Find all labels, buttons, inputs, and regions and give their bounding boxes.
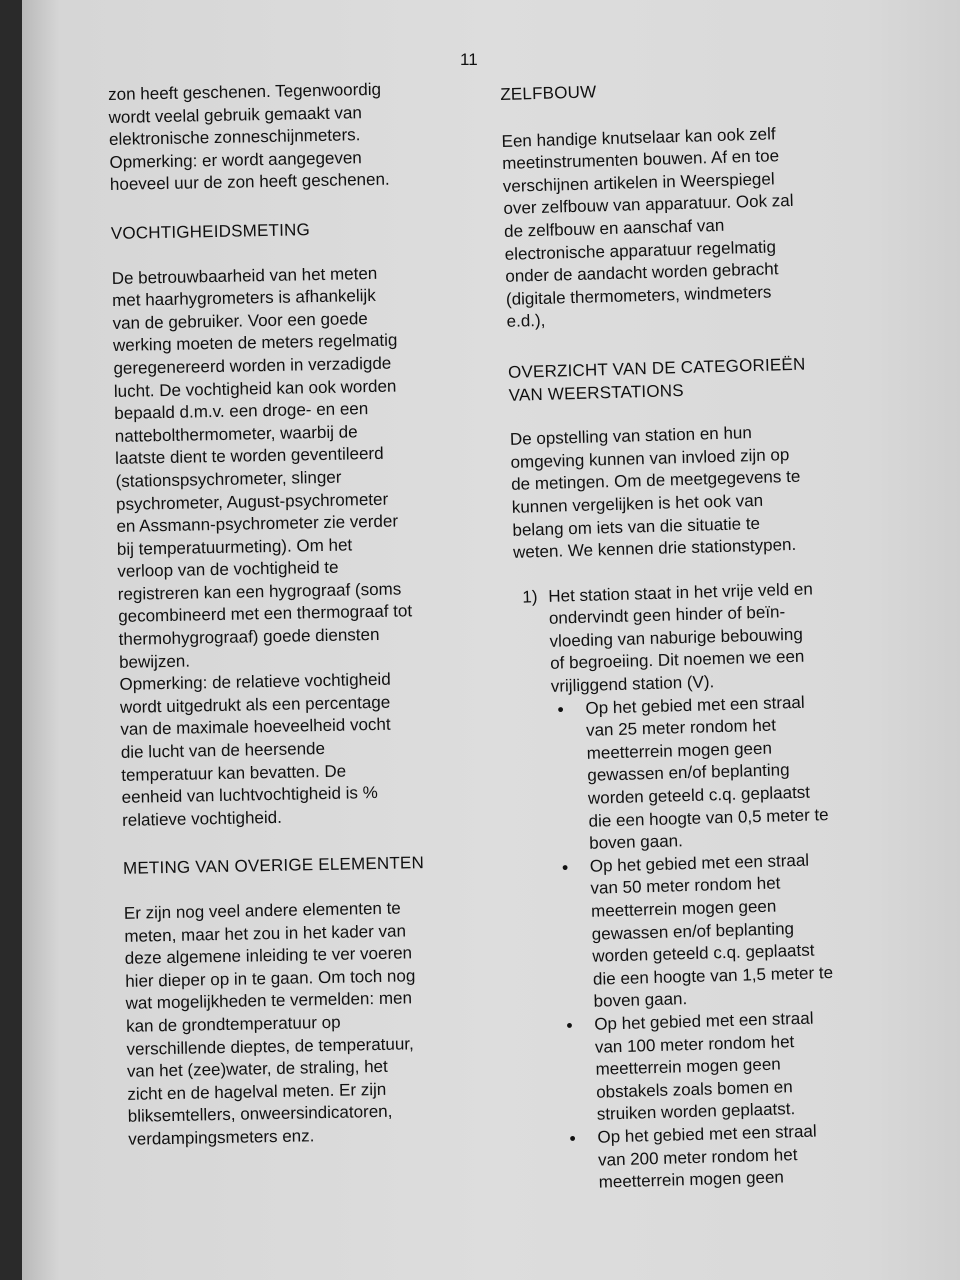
text-line: nattebolthermometer, waarbij de xyxy=(114,421,358,446)
list-item xyxy=(529,1118,911,1196)
heading-text: METING VAN OVERIGE ELEMENTEN xyxy=(122,853,425,879)
text-line: worden geteeld c.q. geplaatst xyxy=(592,940,815,966)
text-line: wordt veelal gebruik gemaakt van xyxy=(108,102,363,127)
text-line: meetterrein mogen geen xyxy=(590,896,777,921)
text-line: meetinstrumenten bouwen. Af en toe xyxy=(501,146,780,174)
text-line: de metingen. Om de meetgegevens te xyxy=(510,467,801,495)
list-item xyxy=(517,689,901,858)
text-line: Opmerking: er wordt aangegeven xyxy=(109,147,362,172)
text-line: registreren kan een hygrograaf (soms xyxy=(117,579,402,604)
text-line: over zelfbouw van apparatuur. Ook zal xyxy=(503,191,794,219)
text-line: zicht en de hagelval meten. Er zijn xyxy=(127,1079,387,1104)
text-line: gecombineerd met een thermograaf tot xyxy=(118,601,413,627)
bullet-icon: • xyxy=(561,857,569,878)
text-line: elektronische zonneschijnmeters. xyxy=(108,125,361,150)
text-line: struiken worden geplaatst. xyxy=(596,1099,796,1125)
text-line: gewassen en/of beplanting xyxy=(587,760,790,786)
text-line: Op het gebied met een straal xyxy=(594,1008,814,1034)
text-line: zon heeft geschenen. Tegenwoordig xyxy=(108,79,382,104)
text-line: kan de grondtemperatuur op xyxy=(125,1012,341,1036)
text-line: die een hoogte van 0,5 meter te xyxy=(588,804,829,831)
left-column xyxy=(108,77,489,1169)
heading-text: VAN WEERSTATIONS xyxy=(508,380,684,405)
heading-text: VOCHTIGHEIDSMETING xyxy=(110,220,311,243)
text-line: die een hoogte van 1,5 meter te xyxy=(592,962,834,989)
text-line: (stationspsychrometer, slinger xyxy=(115,467,342,491)
text-line: die lucht van de heersende xyxy=(120,738,326,762)
overige-elementen-paragraph xyxy=(124,896,489,1151)
section-heading-vochtigheidsmeting xyxy=(111,216,471,246)
text-line: laatste dient te worden geventileerd xyxy=(115,444,384,469)
text-line: geregenereerd worden in verzadigde xyxy=(113,353,392,378)
text-line: meten, maar het zou in het kader van xyxy=(124,921,407,946)
text-line: (digitale thermometers, windmeters xyxy=(505,282,772,309)
text-line: bewijzen. xyxy=(118,651,191,672)
text-line: boven gaan. xyxy=(588,831,684,854)
categorieen-paragraph xyxy=(510,418,894,564)
text-line: hier dieper op in te gaan. Om toch nog xyxy=(125,966,416,991)
text-line: Er zijn nog veel andere elementen te xyxy=(123,898,401,923)
text-line: verschijnen artikelen in Weerspiegel xyxy=(502,169,775,196)
text-line: de zelfbouw en aanschaf van xyxy=(503,215,725,241)
text-line: thermohygrograaf) goede diensten xyxy=(118,624,380,649)
text-line: van 50 meter rondom het xyxy=(590,873,781,899)
intro-paragraph xyxy=(108,77,470,197)
text-line: of begroeiing. Dit noemen we een xyxy=(549,647,805,674)
vochtigheid-paragraph xyxy=(112,261,483,833)
section-heading-overige-elementen xyxy=(123,851,483,881)
text-line: De opstelling van station en hun xyxy=(509,423,753,449)
text-line: Een handige knutselaar kan ook zelf xyxy=(501,123,776,151)
heading-text: OVERZICHT VAN DE CATEGORIEËN xyxy=(507,354,806,382)
heading-text: ZELFBOUW xyxy=(500,82,597,104)
zelfbouw-paragraph xyxy=(501,120,887,334)
text-line: omgeving kunnen van invloed zijn op xyxy=(510,444,790,472)
list-item xyxy=(526,1005,909,1129)
text-line: wat mogelijkheden te vermelden: men xyxy=(125,988,413,1014)
text-line: bij temperatuurmeting). Om het xyxy=(116,535,353,559)
bullet-icon: • xyxy=(566,1015,573,1036)
text-line: belang om iets van die situatie te xyxy=(512,513,761,540)
section-heading-categorieen xyxy=(508,351,889,407)
page-number: 11 xyxy=(460,50,478,69)
text-line: werking moeten de meters regelmatig xyxy=(112,330,398,356)
text-line: meetterrein mogen geen xyxy=(595,1054,781,1079)
bullet-list xyxy=(517,689,911,1196)
bullet-icon: • xyxy=(557,699,565,720)
text-line: obstakels zoals bomen en xyxy=(595,1076,793,1102)
text-line: onder de aandacht worden gebracht xyxy=(505,259,779,287)
text-line: van het (zee)water, de straling, het xyxy=(126,1056,388,1081)
text-line: kunnen vergelijken is het ook van xyxy=(511,490,764,517)
right-column xyxy=(500,73,911,1196)
text-line: van 25 meter rondom het xyxy=(585,715,777,741)
numbered-item-1 xyxy=(514,576,897,700)
text-line: eenheid van luchtvochtigheid is % xyxy=(121,783,378,808)
text-line: bepaald d.m.v. een droge- en een xyxy=(114,399,369,424)
text-line: temperatuur kan bevatten. De xyxy=(121,761,347,785)
text-line: van 200 meter rondom het xyxy=(597,1144,798,1170)
item-number: 1) xyxy=(522,586,538,607)
text-line: verloop van de vochtigheid te xyxy=(117,557,339,582)
text-line: relatieve vochtigheid. xyxy=(121,807,283,830)
text-line: gewassen en/of beplanting xyxy=(591,918,795,944)
text-line: lucht. De vochtigheid kan ook worden xyxy=(113,376,397,401)
text-line: hoeveel uur de zon heeft geschenen. xyxy=(109,169,390,195)
section-heading-zelfbouw xyxy=(500,73,880,106)
text-line: van de maximale hoeveelheid vocht xyxy=(120,715,391,740)
text-line: meetterrein mogen geen xyxy=(598,1167,785,1192)
text-line: meetterrein mogen geen xyxy=(586,738,773,763)
text-line: vloeding van naburige bebouwing xyxy=(549,624,804,651)
text-line: electronische apparatuur regelmatig xyxy=(504,236,777,264)
text-line: De betrouwbaarheid van het meten xyxy=(111,263,378,288)
text-line: Opmerking: de relatieve vochtigheid xyxy=(119,669,391,695)
text-line: van 100 meter rondom het xyxy=(594,1031,795,1057)
text-line: bliksemtellers, onweersindicatoren, xyxy=(127,1102,393,1127)
text-line: Op het gebied met een straal xyxy=(597,1121,817,1147)
document-page xyxy=(22,0,960,1280)
text-line: Het station staat in het vrije veld en xyxy=(548,579,814,606)
text-line: worden geteeld c.q. geplaatst xyxy=(587,782,811,808)
text-line: psychrometer, August-psychrometer xyxy=(115,489,389,514)
list-item xyxy=(522,847,906,1016)
bullet-icon: • xyxy=(569,1128,577,1149)
text-line: en Assmann-psychrometer zie verder xyxy=(116,511,399,537)
text-line: deze algemene inleiding te ver voeren xyxy=(124,943,413,969)
text-line: Op het gebied met een straal xyxy=(589,850,810,876)
text-line: ondervindt geen hinder of beïn- xyxy=(548,602,786,629)
text-line: vrijliggend station (V). xyxy=(550,672,715,696)
text-line: van de gebruiker. Voor een goede xyxy=(112,308,368,333)
text-line: met haarhygrometers is afhankelijk xyxy=(111,286,376,311)
text-line: verdampingsmeters enz. xyxy=(128,1126,315,1149)
text-line: e.d.), xyxy=(506,311,546,332)
text-line: boven gaan. xyxy=(593,989,688,1012)
text-line: weten. We kennen drie stationstypen. xyxy=(512,535,797,562)
text-line: wordt uitgedrukt als een percentage xyxy=(119,692,391,717)
text-line: Op het gebied met een straal xyxy=(585,692,805,718)
text-line: verschillende dieptes, de temperatuur, xyxy=(126,1033,414,1059)
